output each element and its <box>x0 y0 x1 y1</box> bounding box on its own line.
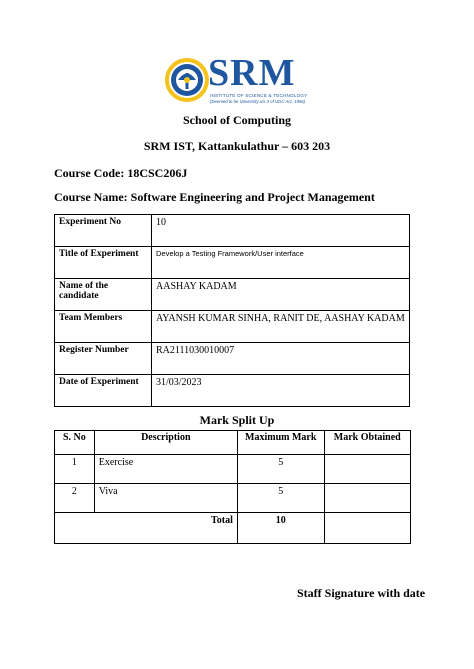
details-label: Experiment No <box>55 215 152 247</box>
details-value: AASHAY KADAM <box>152 279 410 311</box>
details-label: Register Number <box>55 343 152 375</box>
header-sno: S. No <box>55 431 95 455</box>
logo-wordmark: SRM <box>208 52 296 94</box>
course-name: Course Name: Software Engineering and Project Management <box>54 190 375 204</box>
details-label: Date of Experiment <box>55 375 152 407</box>
mark-split-title: Mark Split Up <box>199 413 275 427</box>
cell-mark-obtained <box>324 455 410 484</box>
details-value: Develop a Testing Framework/User interface <box>152 247 410 279</box>
experiment-details-table <box>54 214 410 407</box>
logo-subtitle: INSTITUTE OF SCIENCE & TECHNOLOGY <box>210 93 308 98</box>
course-code: Course Code: 18CSC206J <box>54 166 188 180</box>
logo-tagline: (Deemed to be University u/s 3 of UGC Act, 1956) <box>210 99 306 104</box>
details-row <box>55 279 410 311</box>
header-mark-obtained: Mark Obtained <box>324 431 410 455</box>
table-row <box>55 455 411 484</box>
table-row <box>55 484 411 513</box>
srm-logo <box>163 52 308 108</box>
header-maximum-mark: Maximum Mark <box>237 431 324 455</box>
institute-heading: SRM IST, Kattankulathur – 603 203 <box>143 139 331 153</box>
details-row <box>55 247 410 279</box>
details-value: 31/03/2023 <box>152 375 410 407</box>
cell-maximum-mark: 5 <box>237 484 324 513</box>
total-label: Total <box>55 513 238 544</box>
details-row <box>55 311 410 343</box>
details-label: Name of the candidate <box>55 279 152 311</box>
cell-sno: 2 <box>55 484 95 513</box>
details-value: 10 <box>152 215 410 247</box>
srm-emblem-icon <box>163 56 211 104</box>
details-row <box>55 375 410 407</box>
mark-split-table <box>54 430 411 544</box>
details-row <box>55 343 410 375</box>
cell-description: Exercise <box>94 455 237 484</box>
details-value: AYANSH KUMAR SINHA, RANIT DE, AASHAY KADAM <box>152 311 410 343</box>
cell-sno: 1 <box>55 455 95 484</box>
details-label: Team Members <box>55 311 152 343</box>
table-header-row <box>55 431 411 455</box>
cell-maximum-mark: 5 <box>237 455 324 484</box>
total-row <box>55 513 411 544</box>
total-value: 10 <box>237 513 324 544</box>
school-heading: School of Computing <box>182 113 292 127</box>
details-value: RA2111030010007 <box>152 343 410 375</box>
total-obtained <box>324 513 410 544</box>
details-row <box>55 215 410 247</box>
cell-mark-obtained <box>324 484 410 513</box>
header-description: Description <box>94 431 237 455</box>
staff-signature-label: Staff Signature with date <box>297 586 426 600</box>
details-label: Title of Experiment <box>55 247 152 279</box>
cell-description: Viva <box>94 484 237 513</box>
